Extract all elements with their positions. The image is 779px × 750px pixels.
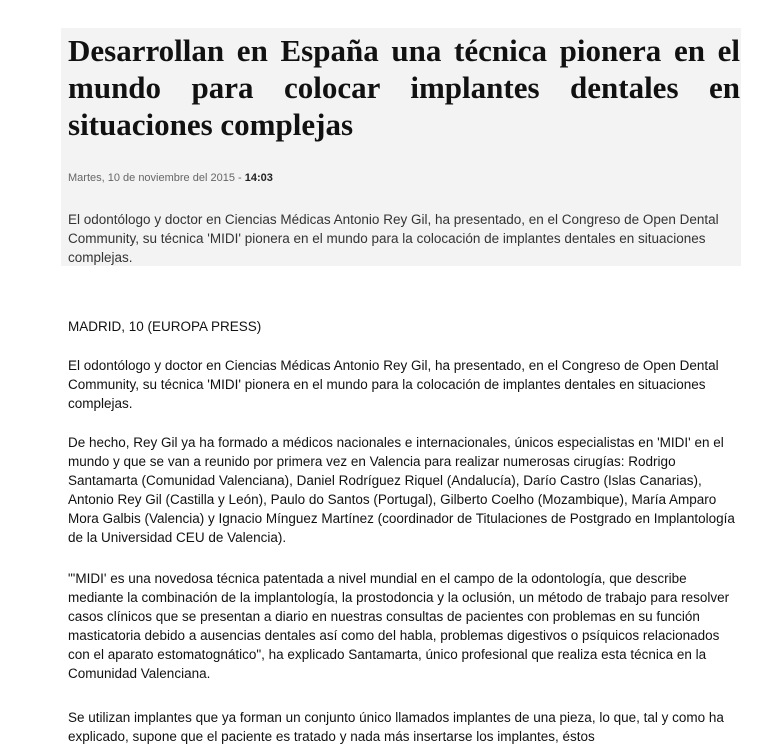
publish-date-text: Martes, 10 de noviembre del 2015 <box>68 172 235 184</box>
date-separator: - <box>234 172 245 184</box>
body-paragraph: "'MIDI' es una novedosa técnica patentada a nivel mundial en el campo de la odontología, que describe mediante la combinación de la implantología, la prostodoncia y la oclusión, un método de trabajo para resolver casos clínicos que se presentan a diario en nuestras consultas de pacientes con problemas en su función masticatoria debido a ausencias dentales así como del habla, problemas digestivos o psíquicos relacionados con el aparato estomatognático", ha explicado Santamarta, único profesional que realiza esta técnica en la Comunidad Valenciana. <box>68 571 730 681</box>
body-paragraph: El odontólogo y doctor en Ciencias Médicas Antonio Rey Gil, ha presentado, en el Congreso de Open Dental Community, su técnica 'MIDI' pionera en el mundo para la colocación de implantes dentales en situaciones complejas. <box>68 358 719 411</box>
body-paragraph: De hecho, Rey Gil ya ha formado a médicos nacionales e internacionales, únicos especialistas en 'MIDI' en el mundo y que se van a reunido por primera vez en Valencia para realizar numerosas cirugías: Rodrigo Santamarta (Comunidad Valenciana), Daniel Rodríguez Riquel (Andalucía), Darío Castro (Islas Canarias), Antonio Rey Gil (Castilla y León), Paulo do Santos (Portugal), Gilberto Coelho (Mozambique), María Amparo Mora Galbis (Valencia) y Ignacio Mínguez Martínez (coordinador de Titulaciones de Postgrado en Implantología de la Universidad CEU de Valencia). <box>68 435 735 545</box>
publish-date <box>68 172 273 184</box>
news-dateline: MADRID, 10 (EUROPA PRESS) <box>68 319 262 334</box>
article-headline: Desarrollan en España una técnica pionera en el mundo para colocar implantes dentales en situaciones complejas <box>68 33 740 142</box>
body-paragraph: Se utilizan implantes que ya forman un conjunto único llamados implantes de una pieza, lo que, tal y como ha explicado, supone que el paciente es tratado y nada más insertarse los implantes, éstos <box>68 710 724 744</box>
publish-time: 14:03 <box>244 172 273 184</box>
article-lead: El odontólogo y doctor en Ciencias Médicas Antonio Rey Gil, ha presentado, en el Congreso de Open Dental Community, su técnica 'MIDI' pionera en el mundo para la colocación de implantes dentales en situaciones complejas. <box>68 212 719 265</box>
